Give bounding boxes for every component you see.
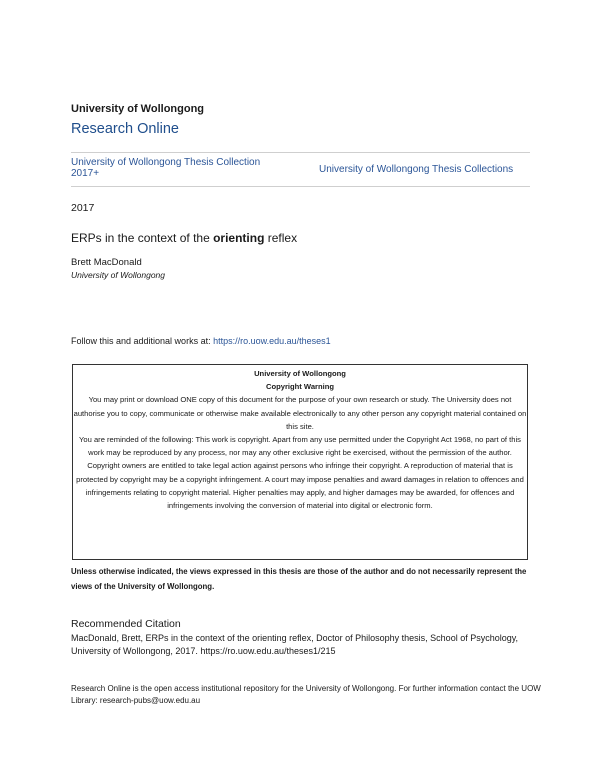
copyright-box-subheading: Copyright Warning [265,382,335,392]
citation-heading: Recommended Citation [71,618,181,630]
follow-line [71,336,331,346]
citation-text: MacDonald, Brett, ERPs in the context of the orienting reflex, Doctor of Philosophy thesis, School of Psychology, University of Wollongong, 2017. https://ro.uow.edu.au/theses1/215 [71,633,519,656]
copyright-warning-box [72,364,528,560]
follow-text: Follow this and additional works at: [71,336,214,346]
copyright-para-1: You may print or download ONE copy of this document for the purpose of your own research or study. The University does not authorise you to copy, communicate or otherwise make available electronically to any other person any copyright material contained on this site. [73,395,527,431]
author-name: Brett MacDonald [71,257,142,268]
institution-name: University of Wollongong [71,103,205,115]
divider-bottom [71,186,530,187]
views-disclaimer: Unless otherwise indicated, the views expressed in this thesis are those of the author and do not necessarily represent the views of the University of Wollongong. [71,567,527,591]
thesis-year: 2017 [71,202,95,214]
copyright-box-heading: University of Wollongong [254,369,346,378]
title-prefix: ERPs in the context of the [71,231,214,245]
thesis-title [71,231,297,245]
title-suffix: reflex [264,231,298,245]
title-bold: orienting [213,231,265,245]
research-online-link[interactable]: Research Online [71,121,179,137]
collection-link-all[interactable]: University of Wollongong Thesis Collections [319,164,514,175]
theses-link[interactable]: https://ro.uow.edu.au/theses1 [213,336,331,346]
author-affiliation: University of Wollongong [71,270,166,280]
collection-link-2017[interactable]: University of Wollongong Thesis Collection 2017+ [71,157,261,179]
copyright-para-2: You are reminded of the following: This work is copyright. Apart from any use permitted under the Copyright Act 1968, no part of this work may be reproduced by any process, nor may any other exclusive right be exercised, without the permission of the author. Copyright owners are entitled to take legal action against persons who infringe their copyright. A reproduction of material that is protected by copyright may be a copyright infringement. A court may impose penalties and award damages in relation to offences and infringements relating to copyright material. Higher penalties may apply, and higher damages may be awarded, for offences and infringements involving the conversion of material into digital or electronic form. [76,435,524,511]
divider-top [71,152,530,153]
repository-footer: Research Online is the open access institutional repository for the University of Wollongong. For further information contact the UOW Library: research-pubs@uow.edu.au [71,684,541,705]
